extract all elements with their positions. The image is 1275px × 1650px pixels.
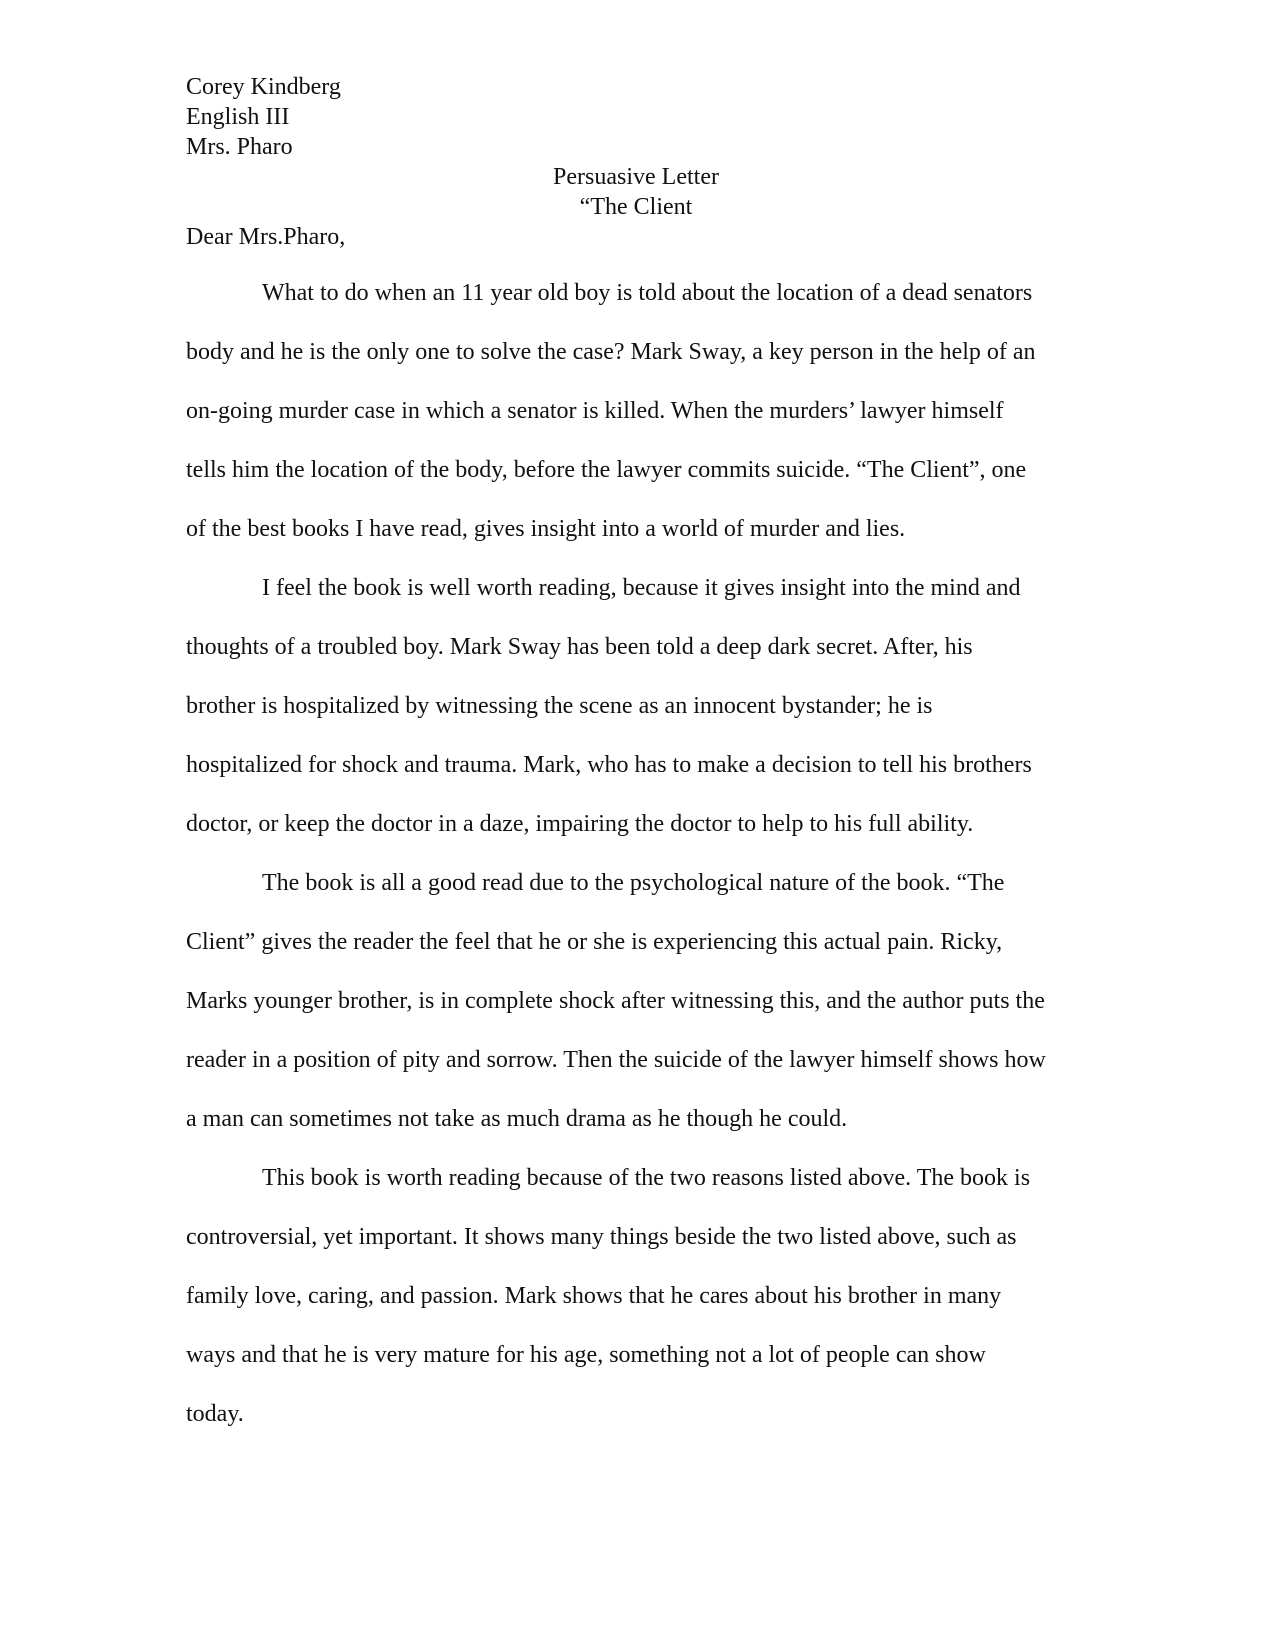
paragraph-line: today.: [186, 1401, 244, 1427]
paragraph-line: reader in a position of pity and sorrow. Then the suicide of the lawyer himself shows how: [186, 1047, 1046, 1073]
teacher-name: Mrs. Pharo: [186, 134, 293, 160]
paragraph-line: family love, caring, and passion. Mark shows that he cares about his brother in many: [186, 1283, 1002, 1309]
salutation: Dear Mrs.Pharo,: [186, 224, 346, 250]
paragraph-line: doctor, or keep the doctor in a daze, impairing the doctor to help to his full ability.: [186, 811, 974, 837]
paragraph-line: a man can sometimes not take as much drama as he though he could.: [186, 1106, 848, 1132]
paragraph-3: [186, 854, 1086, 1149]
paragraph-line: thoughts of a troubled boy. Mark Sway has been told a deep dark secret. After, his: [186, 634, 973, 660]
paragraph-line: ways and that he is very mature for his age, something not a lot of people can show: [186, 1342, 986, 1368]
paragraph-2: [186, 559, 1086, 854]
title-line-2: “The Client: [579, 194, 693, 220]
paragraph-line: Client” gives the reader the feel that he or she is experiencing this actual pain. Ricky,: [186, 929, 1003, 955]
document-title: [186, 162, 1086, 222]
paragraph-line: What to do when an 11 year old boy is told about the location of a dead senators: [262, 280, 1033, 306]
paragraph-line: of the best books I have read, gives insight into a world of murder and lies.: [186, 516, 906, 542]
paragraph-line: Marks younger brother, is in complete shock after witnessing this, and the author puts the: [186, 988, 1045, 1014]
paragraph-line: I feel the book is well worth reading, because it gives insight into the mind and: [262, 575, 1021, 601]
paragraph-line: hospitalized for shock and trauma. Mark, who has to make a decision to tell his brothers: [186, 752, 1032, 778]
document-content: [186, 72, 1086, 1444]
paragraph-1: [186, 264, 1086, 559]
paragraph-line: tells him the location of the body, before the lawyer commits suicide. “The Client”, one: [186, 457, 1027, 483]
course-name: English III: [186, 104, 290, 130]
title-line-1: Persuasive Letter: [553, 164, 719, 190]
paragraph-line: on-going murder case in which a senator is killed. When the murders’ lawyer himself: [186, 398, 1004, 424]
paragraph-line: This book is worth reading because of the two reasons listed above. The book is: [262, 1165, 1031, 1191]
paragraph-line: brother is hospitalized by witnessing the scene as an innocent bystander; he is: [186, 693, 933, 719]
paragraph-line: The book is all a good read due to the psychological nature of the book. “The: [262, 870, 1005, 896]
paragraph-line: body and he is the only one to solve the case? Mark Sway, a key person in the help of an: [186, 339, 1036, 365]
author-name: Corey Kindberg: [186, 74, 341, 100]
paragraph-line: controversial, yet important. It shows many things beside the two listed above, such as: [186, 1224, 1017, 1250]
paragraph-4: [186, 1149, 1086, 1444]
